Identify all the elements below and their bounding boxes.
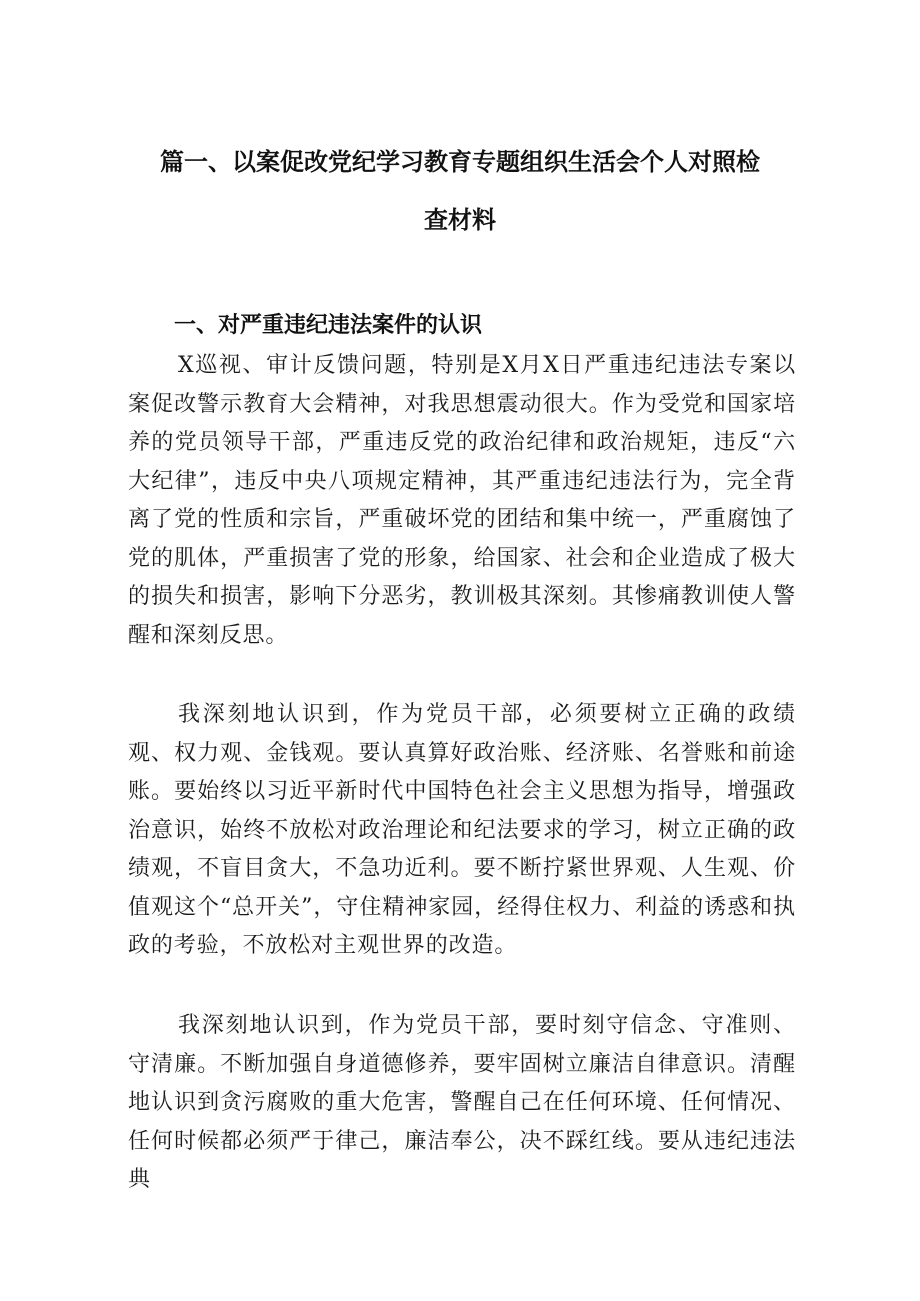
body-paragraph-2: 我深刻地认识到，作为党员干部，必须要树立正确的政绩观、权力观、金钱观。要认真算好政治账、经济账、名誉账和前途账。要始终以习近平新时代中国特色社会主义思想为指导，增强政治意识，始终不放松对政治理论和纪法要求的学习，树立正确的政绩观，不盲目贪大，不急功近利。要不断拧紧世界观、人生观、价值观这个“总开关”，守住精神家园，经得住权力、利益的诱惑和执政的考验，不放松对主观世界的改造。 [128, 702, 796, 958]
section-heading: 一、对严重违纪违法案件的认识 [174, 313, 483, 338]
body-paragraph-3: 我深刻地认识到，作为党员干部，要时刻守信念、守准则、守清廉。不断加强自身道德修养，要牢固树立廉洁自律意识。清醒地认识到贪污腐败的重大危害，警醒自己在任何环境、任何情况、任何时候都必须严于律己，廉洁奉公，决不踩红线。要从违纪违法典 [128, 1013, 796, 1192]
document-title-line-2: 查材料 [424, 206, 496, 234]
body-paragraph-1: X巡视、审计反馈问题，特别是X月X日严重违纪违法专案以案促改警示教育大会精神，对我思想震动很大。作为受党和国家培养的党员领导干部，严重违反党的政治纪律和政治规矩，违反“六大纪律”，违反中央八项规定精神，其严重违纪违法行为，完全背离了党的性质和宗旨，严重破坏党的团结和集中统一，严重腐蚀了党的肌体，严重损害了党的形象，给国家、社会和企业造成了极大的损失和损害，影响下分恶劣，教训极其深刻。其惨痛教训使人警醒和深刻反思。 [128, 353, 796, 648]
document-title-line-1: 篇一、以案促改党纪学习教育专题组织生活会个人对照检 [160, 148, 760, 176]
